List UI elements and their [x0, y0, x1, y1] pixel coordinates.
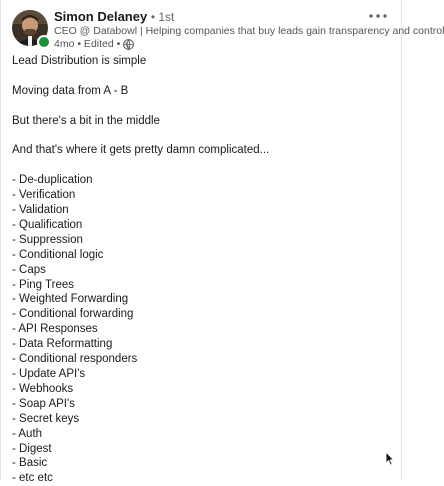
post-body [12, 54, 389, 486]
post-paragraph: But there's a bit in the middle [12, 114, 160, 127]
author-avatar[interactable] [12, 10, 48, 46]
globe-icon [123, 39, 134, 50]
list-item: - API Responses [12, 323, 98, 336]
list-item: - Verification [12, 189, 76, 202]
list-item: - Weighted Forwarding [12, 293, 129, 306]
list-item: - Basic [12, 457, 48, 470]
more-options-button[interactable] [367, 9, 389, 23]
list-item: - Validation [12, 204, 69, 216]
author-name[interactable]: Simon Delaney [54, 9, 148, 24]
list-item: - Update API's [12, 367, 86, 380]
list-item: - Data Reformatting [12, 338, 113, 351]
author-meta [54, 9, 444, 51]
post-paragraph: Lead Distribution is simple [12, 55, 147, 67]
online-status-indicator [37, 35, 51, 49]
list-item: - Ping Trees [12, 278, 74, 291]
list-item: - Suppression [12, 233, 83, 246]
list-item: - De-duplication [12, 174, 93, 187]
list-item: - Soap API's [12, 397, 75, 410]
post-time [54, 38, 363, 51]
list-item: - Conditional logic [12, 248, 104, 261]
list-item: - etc etc [12, 472, 53, 485]
mouse-pointer-icon [385, 451, 395, 466]
list-item: - Caps [12, 263, 46, 276]
list-item: - Webhooks [12, 382, 74, 395]
post-paragraph: Moving data from A - B [12, 84, 129, 97]
list-item: - Qualification [12, 218, 83, 231]
list-item: - Secret keys [12, 412, 80, 425]
post-header [11, 9, 444, 50]
list-item: - Auth [12, 427, 43, 440]
list-item: - Conditional responders [12, 353, 138, 366]
post-time-text: 4mo • Edited • [54, 38, 121, 50]
post-paragraph: And that's where it gets pretty damn complicated... [12, 144, 270, 157]
more-horizontal-icon [369, 14, 387, 18]
post-list [12, 173, 389, 486]
author-name-line [54, 9, 363, 25]
list-item: - Digest [12, 442, 52, 455]
connection-degree: • 1st [150, 10, 175, 24]
list-item: - Conditional forwarding [12, 308, 134, 321]
author-headline: CEO @ Databowl | Helping companies that buy leads gain transparency and control [54, 25, 444, 37]
